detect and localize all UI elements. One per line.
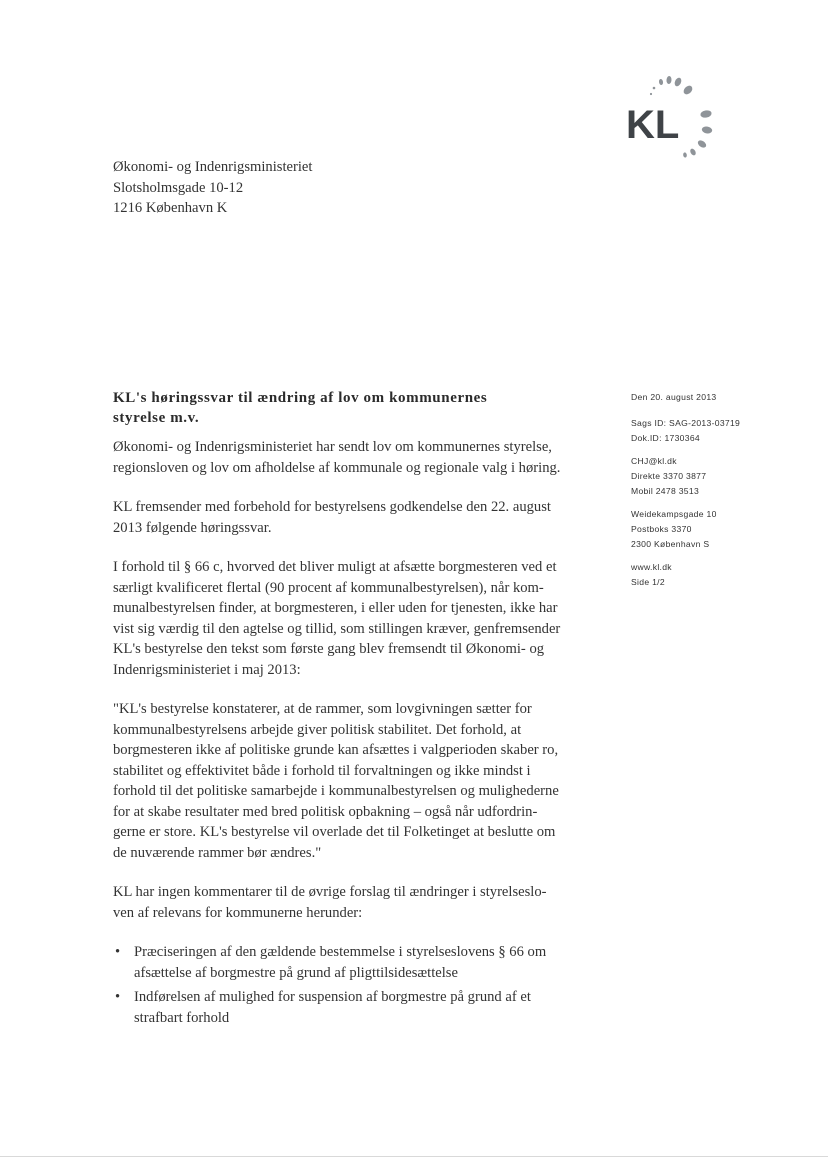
paragraph-reservation <box>113 497 593 538</box>
website: www.kl.dk <box>631 562 672 572</box>
bullet-icon: • <box>115 989 121 1005</box>
text-line: de nuværende rammer bør ændres." <box>113 844 322 861</box>
text-line: afsættelse af borgmestre på grund af pligttilsidesættelse <box>134 964 458 981</box>
ids-group <box>631 416 811 446</box>
list-item <box>113 942 593 983</box>
text-line: I forhold til § 66 c, hvorved det bliver muligt at afsætte borgmesteren ved et <box>113 559 557 575</box>
document-id: Dok.ID: 1730364 <box>631 433 700 443</box>
recipient-address <box>113 157 312 219</box>
text-line: munalbestyrelsen finder, at borgmesteren, i eller uden for tjenesten, ikke har <box>113 600 558 616</box>
text-line: KL fremsender med forbehold for bestyrelsens godkendelse den 22. august <box>113 499 551 515</box>
contact-email: CHJ@kl.dk <box>631 456 677 466</box>
text-line: KL's bestyrelse den tekst som første gang blev fremsendt til Økonomi- og <box>113 641 545 657</box>
web-group <box>631 560 811 590</box>
text-line: vist sig værdig til den agtelse og tillid, som stillingen kræver, genfremsender <box>113 620 561 637</box>
list-item <box>113 987 593 1028</box>
address-group <box>631 507 811 552</box>
letter-body <box>113 388 593 1032</box>
mobile-phone: Mobil 2478 3513 <box>631 486 700 496</box>
date-group <box>631 390 811 405</box>
logo-text: KL <box>626 103 680 147</box>
paragraph-section-66c <box>113 557 593 680</box>
sidebar-metadata <box>631 390 811 598</box>
title-line: KL's høringssvar til ændring af lov om kommunernes <box>113 390 488 406</box>
page-number: Side 1/2 <box>631 577 665 587</box>
text-line: Indførelsen af mulighed for suspension af borgmestre på grund af et <box>134 989 531 1005</box>
recipient-line: 1216 København K <box>113 200 228 216</box>
text-line: "KL's bestyrelse konstaterer, at de rammer, som lovgivningen sætter for <box>113 701 532 717</box>
recipient-line: Økonomi- og Indenrigsministeriet <box>113 159 313 175</box>
paragraph-no-comments <box>113 882 593 923</box>
text-line: Præciseringen af den gældende bestemmelse i styrelseslovens § 66 om <box>134 944 547 960</box>
text-line: borgmesteren ikke af politiske grunde kan afsættes i valgperioden skaber ro, <box>113 742 559 758</box>
letter-title <box>113 388 593 428</box>
letter-date: Den 20. august 2013 <box>631 392 717 402</box>
text-line: gerne er store. KL's bestyrelse vil overlade det til Folketinget at beslutte om <box>113 824 556 840</box>
title-line: styrelse m.v. <box>113 410 200 426</box>
page-bottom-edge <box>0 1156 828 1157</box>
direct-phone: Direkte 3370 3877 <box>631 471 707 481</box>
text-line: for at skabe resultater med bred politisk opbakning – også når udfordrin- <box>113 803 538 820</box>
text-line: regionsloven og lov om afholdelse af kommunale og regionale valg i høring. <box>113 459 561 476</box>
paragraph-hearing-intro <box>113 437 593 478</box>
recipient-line: Slotsholmsgade 10-12 <box>113 179 244 196</box>
text-line: stabilitet og effektivitet både i forhold til forvaltningen og ikke mindst i <box>113 762 531 779</box>
text-line: 2013 følgende høringssvar. <box>113 519 272 536</box>
text-line: KL har ingen kommentarer til de øvrige forslag til ændringer i styrelseslo- <box>113 884 547 900</box>
text-line: forhold til det politiske samarbejde i kommunalbestyrelsen og mulighederne <box>113 783 559 799</box>
postbox: Postboks 3370 <box>631 524 692 534</box>
text-line: kommunalbestyrelsens arbejde giver politisk stabilitet. Det forhold, at <box>113 721 522 738</box>
text-line: strafbart forhold <box>134 1009 230 1026</box>
text-line: Økonomi- og Indenrigsministeriet har sendt lov om kommunernes styrelse, <box>113 439 552 455</box>
text-line: Indenrigsministeriet i maj 2013: <box>113 661 301 678</box>
kl-logo <box>618 72 728 162</box>
postal-city: 2300 København S <box>631 539 710 549</box>
street-address: Weidekampsgade 10 <box>631 509 717 519</box>
bullet-icon: • <box>115 944 121 960</box>
paragraph-board-quote <box>113 699 593 863</box>
proposal-list <box>113 942 593 1028</box>
text-line: ven af relevans for kommunerne herunder: <box>113 904 363 921</box>
text-line: særligt kvalificeret flertal (90 procent af kommunalbestyrelsen), når kom- <box>113 579 544 596</box>
contact-group <box>631 454 811 499</box>
case-id: Sags ID: SAG-2013-03719 <box>631 418 741 428</box>
